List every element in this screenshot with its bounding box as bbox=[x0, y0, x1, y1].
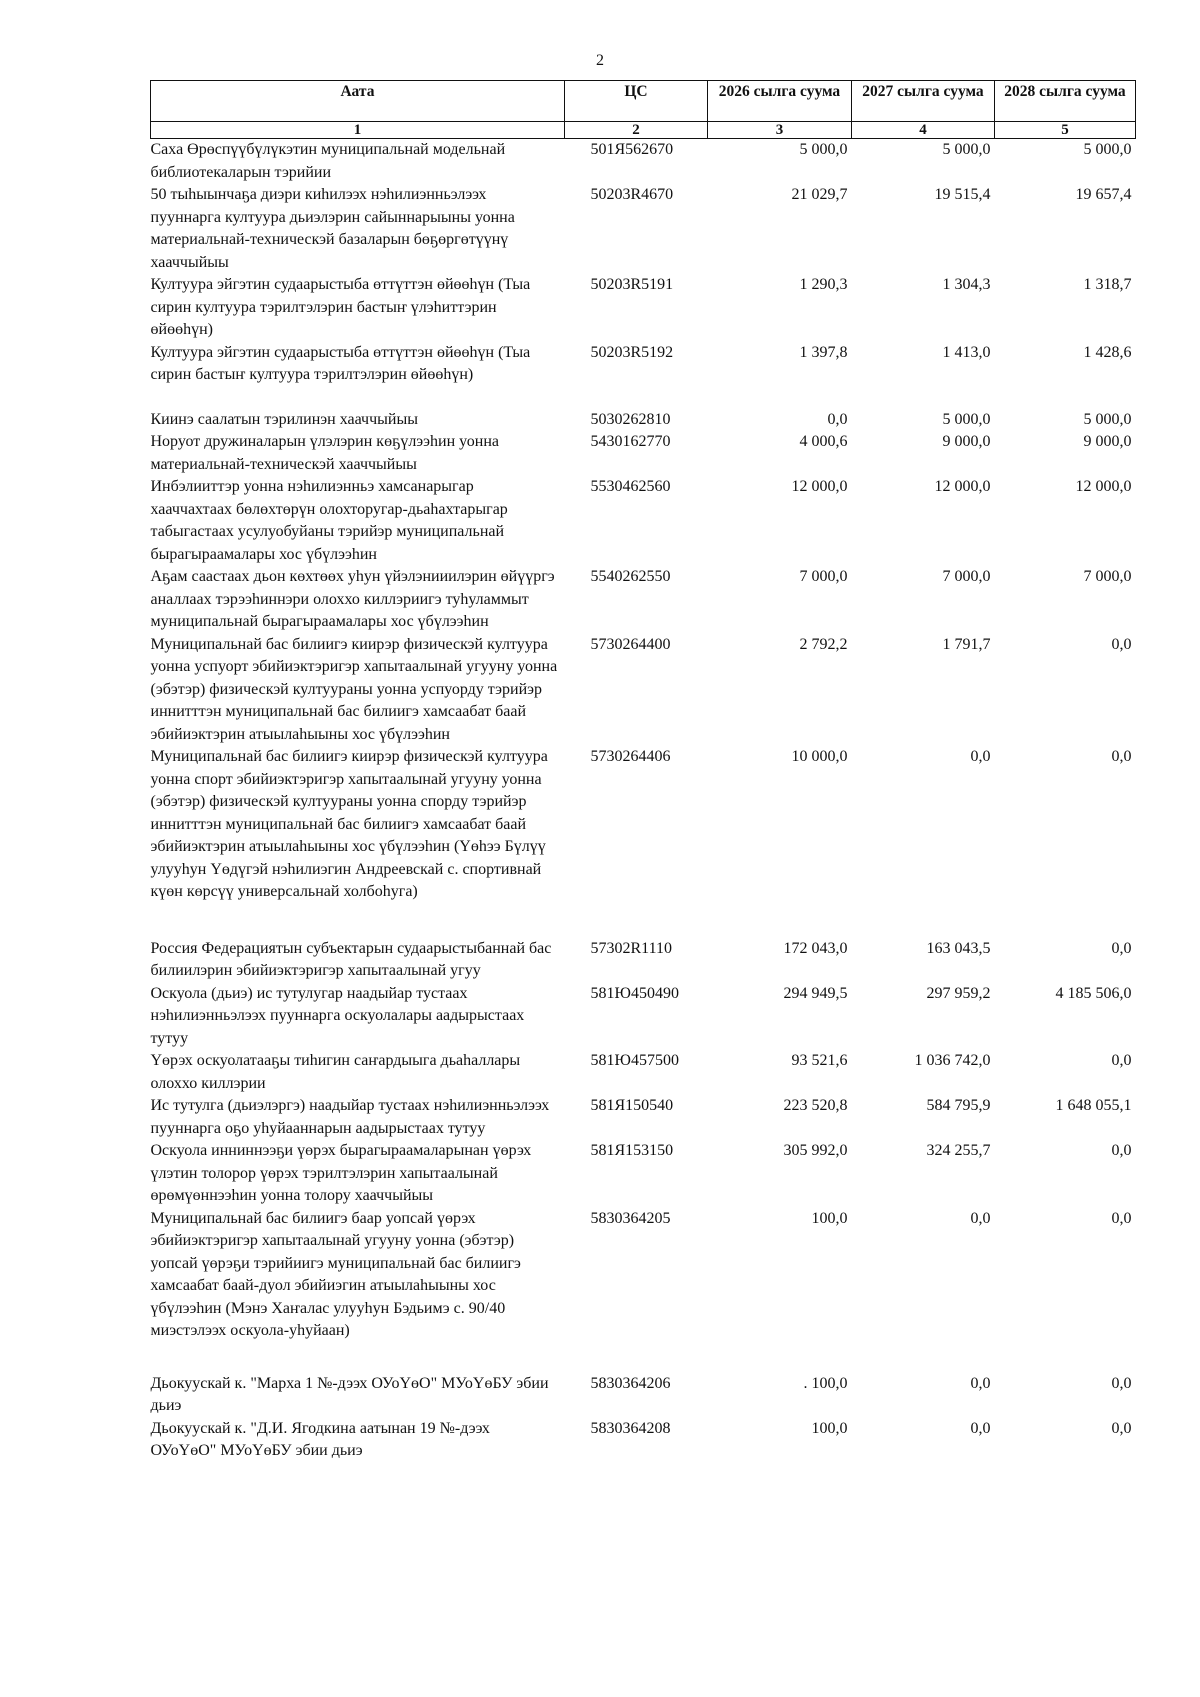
row-name: Муниципальнай бас билиигэ киирэр физическэй култуура уонна успуорт эбийиэктэригэр хапытаалынай угууну уонна (эбэтэр) физическэй култуураны уонна успуорду тэрийэр иннитттэн муниципальнай бас билиигэ хамсаабат баай эбийиэктэрин атыылаһыыны хос үбүлээһин bbox=[150, 635, 558, 743]
page-number: 2 bbox=[596, 52, 604, 69]
header-2028: 2028 сылга суума bbox=[995, 81, 1136, 122]
table-row bbox=[151, 1208, 1136, 1343]
row-value-2028: 0,0 bbox=[1111, 635, 1132, 653]
table-row bbox=[151, 409, 1136, 432]
row-value-2027: 163 043,5 bbox=[926, 939, 991, 957]
row-code: 57302R1110 bbox=[590, 939, 672, 957]
row-value-2026: 4 000,6 bbox=[799, 433, 848, 450]
table-row bbox=[151, 1140, 1136, 1208]
row-value-2028: 0,0 bbox=[1111, 1374, 1132, 1392]
row-value-2028: 12 000,0 bbox=[1075, 478, 1132, 495]
row-name: Аҕам саастаах дьон көхтөөх уһун үйэлэнииилэрин өйүүргэ аналлаах тэрээһиннэри олоххо киллэриигэ туһуламмыт муниципальнай бырагыраамалары хос үбүлээһин bbox=[150, 568, 555, 630]
spacer-row bbox=[151, 1343, 1136, 1373]
row-value-2027: 1 304,3 bbox=[942, 276, 991, 293]
row-value-2026: 294 949,5 bbox=[783, 984, 848, 1002]
row-value-2026: 100,0 bbox=[811, 1209, 848, 1227]
row-value-2028: 1 318,7 bbox=[1083, 276, 1132, 293]
row-value-2028: 0,0 bbox=[1111, 1419, 1132, 1437]
row-name: Саха Өрөспүүбүлүкэтин муниципальнай модельнай библиотекаларын тэрийии bbox=[150, 141, 506, 181]
row-value-2028: 5 000,0 bbox=[1083, 141, 1132, 158]
column-number: 1 bbox=[151, 122, 565, 139]
row-value-2028: 4 185 506,0 bbox=[1055, 984, 1132, 1002]
table-row bbox=[151, 566, 1136, 634]
row-value-2027: 5 000,0 bbox=[942, 141, 991, 158]
row-name: Киинэ саалатын тэрилинэн хааччыйыы bbox=[150, 410, 418, 428]
row-value-2027: 0,0 bbox=[970, 1419, 991, 1437]
table-row bbox=[151, 746, 1136, 904]
row-name: Дьокуускай к. "Д.И. Ягодкина аатынан 19 №-дээх ОУоҮөО" МУоҮөБУ эбии дьиэ bbox=[150, 1419, 490, 1459]
row-value-2028: 0,0 bbox=[1111, 748, 1132, 765]
row-code: 5530462560 bbox=[590, 478, 671, 495]
row-value-2027: 9 000,0 bbox=[942, 433, 991, 450]
table-row bbox=[151, 938, 1136, 983]
table-row bbox=[151, 634, 1136, 747]
row-value-2026: 1 397,8 bbox=[799, 343, 848, 361]
row-code: 5730264406 bbox=[590, 748, 671, 765]
row-value-2026: 5 000,0 bbox=[799, 141, 848, 158]
table-row bbox=[151, 342, 1136, 387]
table-row bbox=[151, 274, 1136, 342]
table-row bbox=[151, 1418, 1136, 1463]
spacer-row bbox=[151, 904, 1136, 938]
row-code: 50203R4670 bbox=[590, 186, 674, 203]
row-value-2027: 584 795,9 bbox=[926, 1097, 991, 1114]
row-name: Оскуола инниннээҕи үөрэх бырагыраамаларынан үөрэх үлэтин толорор үөрэх тэрилтэлэрин хапытаалынай өрөмүөннээһин уонна толору хааччыйыы bbox=[150, 1142, 532, 1204]
row-value-2027: 7 000,0 bbox=[942, 568, 991, 585]
row-code: 5830364208 bbox=[590, 1419, 671, 1437]
row-code: 5730264400 bbox=[590, 635, 671, 653]
row-code: 5830364205 bbox=[590, 1209, 671, 1227]
row-code: 5030262810 bbox=[590, 410, 671, 428]
column-number: 3 bbox=[708, 122, 852, 139]
header-row bbox=[151, 81, 1136, 122]
row-code: 5540262550 bbox=[590, 568, 671, 585]
table-row bbox=[151, 1373, 1136, 1418]
row-name: Ис тутулга (дьиэлэргэ) наадыйар тустаах нэһилиэнньэлээх пууннарга оҕо уһуйааннарын аадырыстаах тутуу bbox=[150, 1097, 550, 1137]
row-code: 581Ю457500 bbox=[590, 1052, 679, 1069]
row-value-2026: 10 000,0 bbox=[791, 748, 848, 765]
row-code: 581Я153150 bbox=[590, 1142, 674, 1159]
table-row bbox=[151, 1050, 1136, 1095]
row-value-2027: 0,0 bbox=[970, 1374, 991, 1392]
row-value-2027: 297 959,2 bbox=[926, 984, 991, 1002]
row-value-2026: 2 792,2 bbox=[799, 635, 848, 653]
column-number: 4 bbox=[852, 122, 995, 139]
row-name: Култуура эйгэтин судаарыстыба өттүттэн өйөөһүн (Тыа сирин бастыҥ култуура тэрилтэлэрин өйөөһүн) bbox=[150, 343, 531, 383]
row-value-2026: . 100,0 bbox=[803, 1374, 848, 1392]
row-value-2026: 0,0 bbox=[827, 410, 848, 428]
row-value-2026: 305 992,0 bbox=[783, 1142, 848, 1159]
row-value-2027: 324 255,7 bbox=[926, 1142, 991, 1159]
row-code: 581Я150540 bbox=[590, 1097, 674, 1114]
header-name: Аата bbox=[151, 81, 565, 122]
row-value-2026: 223 520,8 bbox=[783, 1097, 848, 1114]
table-row bbox=[151, 983, 1136, 1051]
table-row bbox=[151, 476, 1136, 566]
row-value-2026: 7 000,0 bbox=[799, 568, 848, 585]
row-name: Дьокуускай к. "Марха 1 №-дээх ОУоҮөО" МУоҮөБУ эбии дьиэ bbox=[150, 1374, 549, 1414]
row-value-2026: 172 043,0 bbox=[783, 939, 848, 957]
row-name: Норуот дружиналарын үлэлэрин көҕүлээһин уонна материальнай-техническэй хааччыйыы bbox=[150, 433, 499, 473]
row-value-2027: 0,0 bbox=[970, 748, 991, 765]
column-number: 5 bbox=[995, 122, 1136, 139]
row-value-2028: 9 000,0 bbox=[1083, 433, 1132, 450]
row-name: Үөрэх оскуолатааҕы тиһигин саҥардыыга дьаһаллары олоххо киллэрии bbox=[150, 1052, 521, 1092]
row-name: Култуура эйгэтин судаарыстыба өттүттэн өйөөһүн (Тыа сирин култуура тэрилтэлэрин бастыҥ үлэһиттэрин өйөөһүн) bbox=[150, 276, 531, 338]
table-row bbox=[151, 1095, 1136, 1140]
row-code: 5430162770 bbox=[590, 433, 671, 450]
row-name: Оскуола (дьиэ) ис тутулугар наадыйар тустаах нэһилиэнньэлээх пууннарга оскуолалары аадырыстаах тутуу bbox=[150, 984, 525, 1047]
header-2027: 2027 сылга суума bbox=[852, 81, 995, 122]
row-value-2028: 1 648 055,1 bbox=[1055, 1097, 1132, 1114]
row-value-2028: 5 000,0 bbox=[1083, 410, 1132, 428]
row-name: Муниципальнай бас билиигэ баар уопсай үөрэх эбийиэктэригэр хапытаалынай угууну уонна (эбэтэр) уопсай үөрэҕи тэрийиигэ муниципальнай бас билиигэ хамсаабат баай-дуол эбийиэгин атыылаһыыны хос үбүлээһин (Мэнэ Хаҥалас улууһун Бэдьимэ с. 90/40 миэстэлээх оскуола-уһуйаан) bbox=[150, 1209, 521, 1339]
row-value-2028: 7 000,0 bbox=[1083, 568, 1132, 585]
row-value-2026: 12 000,0 bbox=[791, 478, 848, 495]
row-value-2028: 0,0 bbox=[1111, 1209, 1132, 1227]
row-code: 5830364206 bbox=[590, 1374, 671, 1392]
column-number: 2 bbox=[565, 122, 708, 139]
row-value-2027: 5 000,0 bbox=[942, 410, 991, 428]
row-code: 50203R5192 bbox=[590, 343, 674, 361]
row-value-2027: 1 791,7 bbox=[942, 635, 991, 653]
row-value-2027: 1 413,0 bbox=[942, 343, 991, 361]
row-value-2026: 100,0 bbox=[811, 1419, 848, 1437]
row-code: 50203R5191 bbox=[590, 276, 674, 293]
row-value-2028: 0,0 bbox=[1111, 939, 1132, 957]
spacer-row bbox=[151, 387, 1136, 409]
row-name: Муниципальнай бас билиигэ киирэр физическэй култуура уонна спорт эбийиэктэригэр хапытаалынай угууну уонна (эбэтэр) физическэй култуураны уонна спорду тэрийэр иннитттэн муниципальнай бас билиигэ хамсаабат баай эбийиэктэрин атыылаһыыны хос үбүлээһин (Үөһээ Бүлүү улууһун Үөдүгэй нэһилиэгин Андреевскай с. спортивнай күөн көрсүү универсальнай холбоһуга) bbox=[150, 748, 548, 900]
row-code: 581Ю450490 bbox=[590, 984, 679, 1002]
row-value-2027: 0,0 bbox=[970, 1209, 991, 1227]
row-name: 50 тыһыынчаҕа диэри киһилээх нэһилиэнньэлээх пууннарга култуура дьиэлэрин сайыннарыыны уонна материальнай-техническэй базаларын бөҕөргөтүүнү хааччыйыы bbox=[150, 186, 515, 271]
row-value-2027: 1 036 742,0 bbox=[914, 1052, 991, 1069]
row-value-2026: 93 521,6 bbox=[791, 1052, 848, 1069]
table-row bbox=[151, 139, 1136, 185]
column-number-row bbox=[151, 122, 1136, 139]
row-value-2028: 1 428,6 bbox=[1083, 343, 1132, 361]
row-name: Россия Федерациятын субъектарын судаарыстыбаннай бас билиилэрин эбийиэктэригэр хапытаалынай угуу bbox=[150, 939, 552, 979]
table-row bbox=[151, 431, 1136, 476]
table-row bbox=[151, 184, 1136, 274]
row-value-2026: 21 029,7 bbox=[791, 186, 848, 203]
row-value-2026: 1 290,3 bbox=[799, 276, 848, 293]
row-value-2028: 0,0 bbox=[1111, 1142, 1132, 1159]
row-value-2027: 19 515,4 bbox=[934, 186, 991, 203]
row-value-2027: 12 000,0 bbox=[934, 478, 991, 495]
row-value-2028: 0,0 bbox=[1111, 1052, 1132, 1069]
row-code: 501Я562670 bbox=[590, 141, 674, 158]
header-2026: 2026 сылга суума bbox=[708, 81, 852, 122]
header-code: ЦС bbox=[565, 81, 708, 122]
row-name: Инбэлииттэр уонна нэһилиэнньэ хамсанарыгар хааччахтаах бөлөхтөрүн олохторугар-дьаһахтарыгар табыгастаах усулуобуйаны тэрийэр муниципальнай бырагыраамалары хос үбүлээһин bbox=[150, 478, 508, 563]
budget-table bbox=[150, 80, 1136, 1463]
row-value-2028: 19 657,4 bbox=[1075, 186, 1132, 203]
